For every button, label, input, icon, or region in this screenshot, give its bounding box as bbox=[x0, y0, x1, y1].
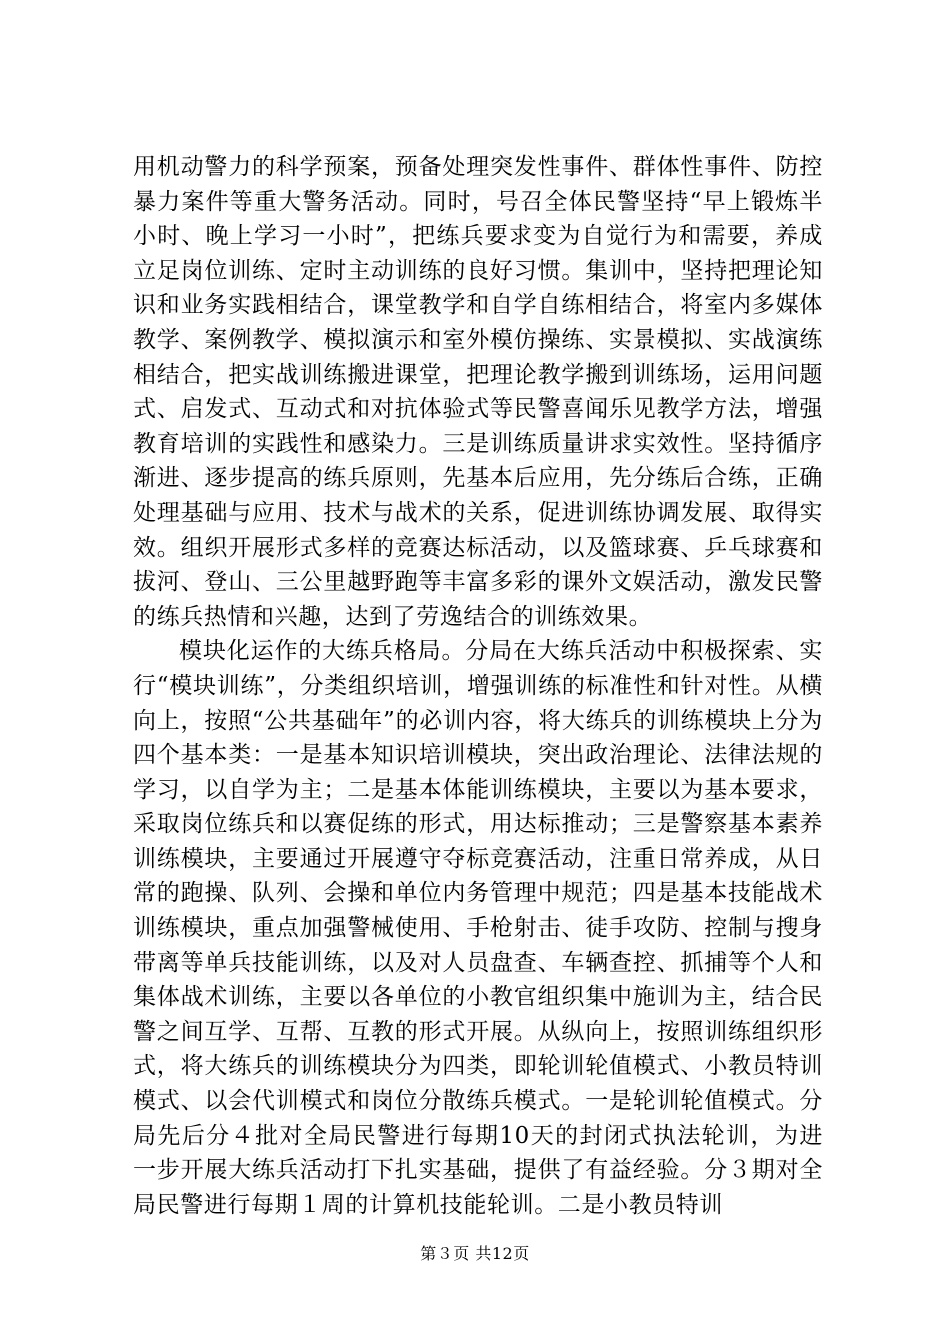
paragraph-2: 模块化运作的大练兵格局。分局在大练兵活动中积极探索、实行“模块训练”，分类组织培训，增强训练的标准性和针对性。从横向上，按照“公共基础年”的必训内容，将大练兵的训练模块上分为四个基本类：一是基本知识培训模块，突出政治理论、法律法规的学习，以自学为主；二是基本体能训练模块，主要以为基本要求，采取岗位练兵和以赛促练的形式，用达标推动；三是警察基本素养训练模块，主要通过开展遵守夺标竞赛活动，注重日常养成，从日常的跑操、队列、会操和单位内务管理中规范；四是基本技能战术训练模块，重点加强警械使用、手枪射击、徒手攻防、控制与搜身带离等单兵技能训练，以及对人员盘查、车辆查控、抓捕等个人和集体战术训练，主要以各单位的小教官组织集中施训为主，结合民警之间互学、互帮、互教的形式开展。从纵向上，按照训练组织形式，将大练兵的训练模块分为四类，即轮训轮值模式、小教员特训模式、以会代训模式和岗位分散练兵模式。一是轮训轮值模式。分局先后分４批对全局民警进行每期10天的封闭式执法轮训，为进一步开展大练兵活动打下扎实基础，提供了有益经验。分３期对全局民警进行每期１周的计算机技能轮训。二是小教员特训 bbox=[133, 638, 823, 1218]
document-body bbox=[133, 150, 823, 1222]
paragraph-1: 用机动警力的科学预案，预备处理突发性事件、群体性事件、防控暴力案件等重大警务活动。同时，号召全体民警坚持“早上锻炼半小时、晚上学习一小时”，把练兵要求变为自觉行为和需要，养成立足岗位训练、定时主动训练的良好习惯。集训中，坚持把理论知识和业务实践相结合，课堂教学和自学自练相结合，将室内多媒体教学、案例教学、模拟演示和室外模仿操练、实景模拟、实战演练相结合，把实战训练搬进课堂，把理论教学搬到训练场，运用问题式、启发式、互动式和对抗体验式等民警喜闻乐见教学方法，增强教育培训的实践性和感染力。三是训练质量讲求实效性。坚持循序渐进、逐步提高的练兵原则，先基本后应用，先分练后合练，正确处理基础与应用、技术与战术的关系，促进训练协调发展、取得实效。组织开展形式多样的竞赛达标活动，以及篮球赛、乒乓球赛和拔河、登山、三公里越野跑等丰富多彩的课外文娱活动，激发民警的练兵热情和兴趣，达到了劳逸结合的训练效果。 bbox=[133, 154, 823, 630]
page-number-footer: 第３页 共12页 bbox=[420, 1244, 530, 1263]
